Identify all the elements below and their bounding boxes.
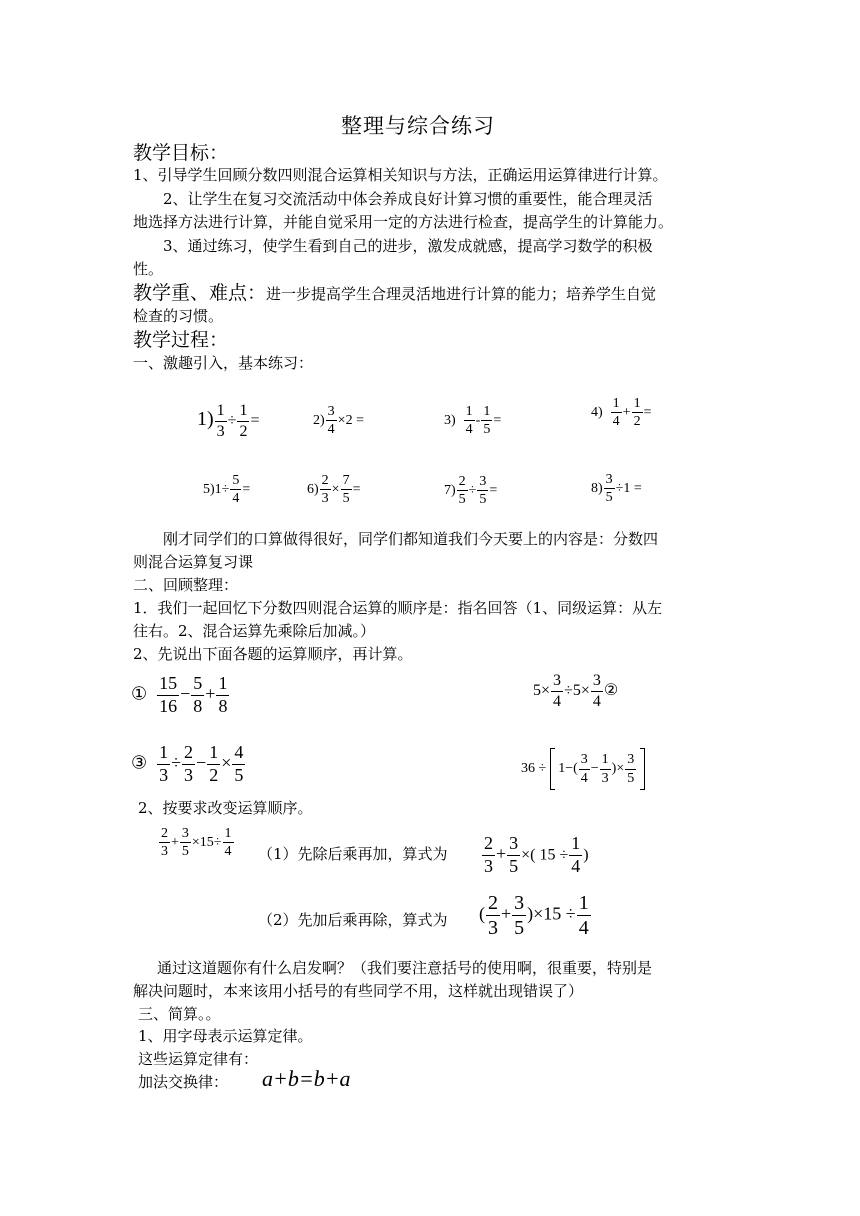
para-2-line1: 通过这道题你有什么启发啊？（我们要注意括号的使用啊，很重要，特别是 bbox=[157, 959, 653, 977]
exercise-6: 6) $\frac{2}{3}$ × $\frac{7}{5}$ = bbox=[307, 473, 361, 507]
problem-3: ③ $\frac{1}{3}$ ÷ $\frac{2}{3}$ − $\frac{1}{2}$ × $\frac{4}{5}$ bbox=[131, 742, 244, 785]
change-2-text: （2）先加后乘再除，算式为 bbox=[258, 911, 448, 929]
goal-3-line2: 性。 bbox=[133, 260, 164, 278]
change-order-heading: 2、按要求改变运算顺序。 bbox=[138, 799, 313, 817]
change-2-answer: ( $\frac{2}{3}$ + $\frac{3}{5}$ )×15 ÷ $\frac{1}{4}$ bbox=[479, 892, 589, 939]
page-title: 整理与综合练习 bbox=[341, 114, 495, 138]
goal-1: 1、引导学生回顾分数四则混合运算相关知识与方法，正确运用运算律进行计算。 bbox=[133, 166, 668, 184]
law-3-label: 加法交换律： bbox=[138, 1073, 229, 1091]
law-2: 这些运算定律有： bbox=[138, 1050, 259, 1068]
goal-2-line2: 地选择方法进行计算，并能自觉采用一定的方法进行检查，提高学生的计算能力。 bbox=[133, 213, 674, 231]
exercise-8: 8) $\frac{3}{5}$ ÷1 = bbox=[591, 472, 642, 506]
change-expression: $\frac{2}{3}$ + $\frac{3}{5}$ ×15÷ $\frac{1}{4}$ bbox=[161, 826, 232, 860]
section-3-heading: 三、简算。。 bbox=[138, 1005, 221, 1023]
goal-2-line1: 2、让学生在复习交流活动中体会养成良好计算习惯的重要性，能合理灵活 bbox=[163, 190, 653, 208]
para-2-line2: 解决问题时，本来该用小括号的有些同学不用，这样就出现错误了） bbox=[133, 982, 584, 1000]
exercise-3: 3) $\frac{1}{4}$ - $\frac{1}{5}$ = bbox=[444, 404, 502, 438]
key-points bbox=[133, 281, 656, 305]
right-bracket bbox=[640, 748, 645, 790]
exercise-2: 2) $\frac{3}{4}$ ×2 = bbox=[313, 404, 364, 438]
change-1-text: （1）先除后乘再加，算式为 bbox=[258, 845, 448, 863]
process-heading: 教学过程： bbox=[133, 329, 229, 351]
goals-heading: 教学目标： bbox=[133, 142, 229, 164]
para-1-line1: 刚才同学们的口算做得很好，同学们都知道我们今天要上的内容是：分数四 bbox=[163, 530, 659, 548]
addition-commutative-formula: a+b=b+a bbox=[262, 1066, 351, 1091]
exercise-7: 7) $\frac{2}{5}$ ÷ $\frac{3}{5}$ = bbox=[444, 474, 498, 508]
problem-1: ① $\frac{15}{16}$ − $\frac{5}{8}$ + $\frac{1}{8}$ bbox=[131, 673, 228, 716]
exercise-5: 5)1÷ $\frac{5}{4}$ = bbox=[203, 473, 251, 507]
exercise-4: 4) $\frac{1}{4}$ + $\frac{1}{2}$ = bbox=[591, 396, 652, 430]
review-2: 2、先说出下面各题的运算顺序，再计算。 bbox=[133, 645, 413, 663]
problem-4: 36 ÷ 1−( $\frac{3}{4}$ − $\frac{1}{3}$ )× $\frac{3}{5}$ bbox=[521, 748, 645, 790]
review-1-line1: 1．我们一起回忆下分数四则混合运算的顺序是：指名回答（1、同级运算：从左 bbox=[133, 599, 663, 617]
section-2-heading: 二、回顾整理： bbox=[133, 576, 239, 594]
problem-2: 5× $\frac{3}{4}$ ÷5× $\frac{3}{4}$ ② bbox=[533, 672, 619, 710]
key-heading: 教学重、难点： bbox=[133, 282, 267, 304]
left-bracket bbox=[550, 748, 555, 790]
change-1-answer: $\frac{2}{3}$ + $\frac{3}{5}$ ×( 15 ÷ $\frac{1}{4}$ ) bbox=[484, 833, 589, 876]
exercise-1: 1) $\frac{1}{3}$ ÷ $\frac{1}{2}$ = bbox=[197, 402, 260, 440]
section-1-heading: 一、激趣引入，基本练习： bbox=[133, 354, 314, 372]
key-text-line2: 检查的习惯。 bbox=[133, 307, 224, 325]
review-1-line2: 往右。2、混合运算先乘除后加减。） bbox=[133, 622, 376, 640]
law-1: 1、用字母表示运算定律。 bbox=[138, 1027, 313, 1045]
key-text-line1: 进一步提高学生合理灵活地进行计算的能力；培养学生自觉 bbox=[266, 285, 657, 303]
goal-3-line1: 3、通过练习，使学生看到自己的进步，激发成就感，提高学习数学的积极 bbox=[163, 237, 653, 255]
para-1-line2: 则混合运算复习课 bbox=[133, 553, 254, 571]
